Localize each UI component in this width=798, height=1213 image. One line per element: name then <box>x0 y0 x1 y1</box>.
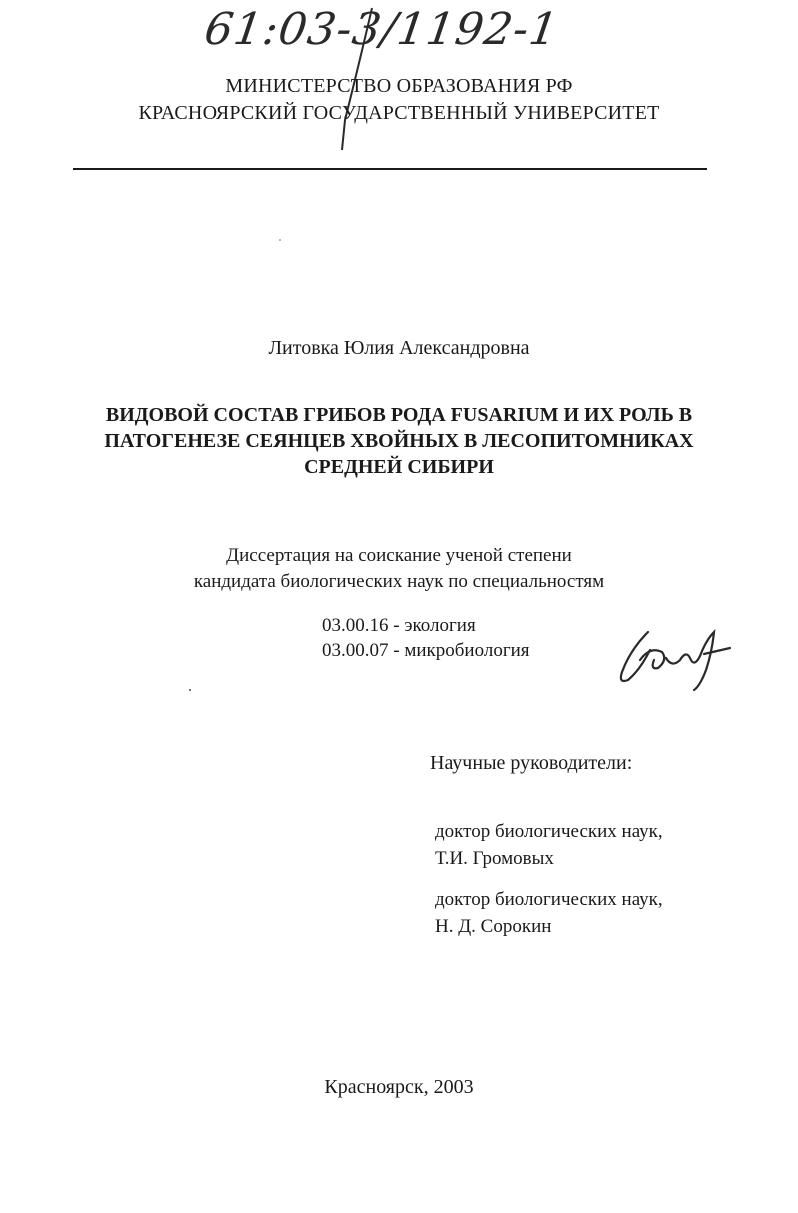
specialty-item: 03.00.16 - экология <box>322 615 476 636</box>
title-line: ВИДОВОЙ СОСТАВ ГРИБОВ РОДА FUSARIUM И ИХ РОЛЬ В <box>105 404 693 426</box>
specialty-item: 03.00.07 - микробиология <box>322 640 530 661</box>
paper-speck <box>279 239 281 241</box>
description-line: кандидата биологических наук по специальностям <box>193 571 605 592</box>
advisor-degree: доктор биологических наук, <box>435 821 663 842</box>
university-heading: КРАСНОЯРСКИЙ ГОСУДАРСТВЕННЫЙ УНИВЕРСИТЕТ <box>138 102 660 124</box>
paper-speck <box>189 689 191 691</box>
advisors-label: Научные руководители: <box>430 752 633 774</box>
specialty-list <box>322 613 530 663</box>
signature-icon <box>621 632 730 690</box>
advisor-degree: доктор биологических наук, <box>435 889 663 910</box>
dissertation-description <box>0 543 798 595</box>
advisor-name: Т.И. Громовых <box>435 848 554 869</box>
city-year: Красноярск, 2003 <box>324 1076 474 1098</box>
handwritten-archive-code: 61:03-3/1192-1 <box>201 4 562 55</box>
author-name: Литовка Юлия Александровна <box>268 337 530 359</box>
advisor-entry <box>435 818 663 872</box>
ministry-heading: МИНИСТЕРСТВО ОБРАЗОВАНИЯ РФ <box>225 75 573 97</box>
advisor-entry <box>435 886 663 940</box>
dissertation-title <box>60 402 738 480</box>
description-line: Диссертация на соискание ученой степени <box>226 545 572 566</box>
title-line: ПАТОГЕНЕЗЕ СЕЯНЦЕВ ХВОЙНЫХ В ЛЕСОПИТОМНИКАХ <box>104 430 694 452</box>
header-divider <box>73 168 707 170</box>
advisor-name: Н. Д. Сорокин <box>435 916 552 937</box>
title-line: СРЕДНЕЙ СИБИРИ <box>304 456 494 478</box>
